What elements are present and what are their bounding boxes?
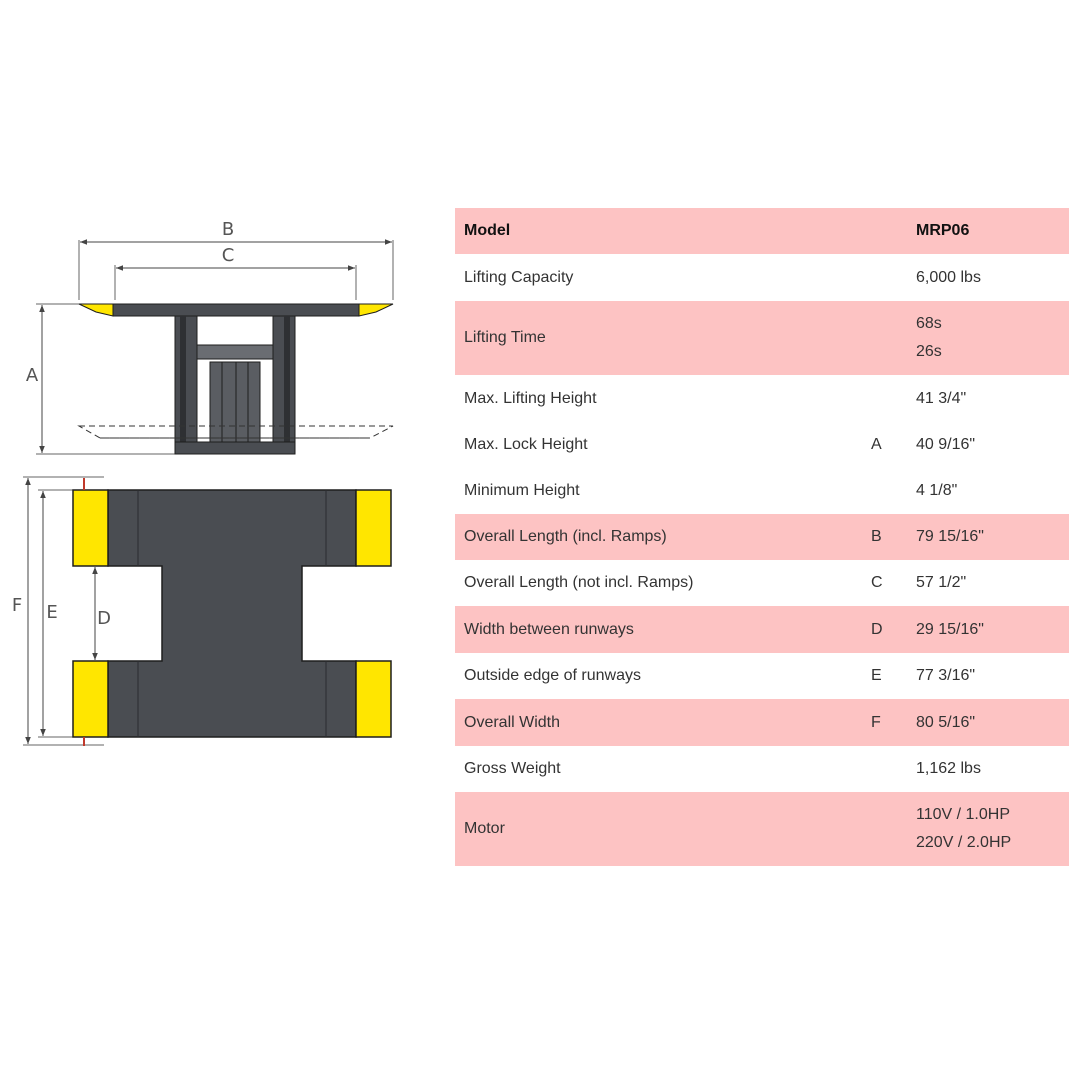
row-label: Overall Width [455, 699, 865, 746]
row-label: Max. Lifting Height [464, 389, 597, 407]
row-label: Minimum Height [464, 482, 580, 499]
dimension-f-label: F [11, 595, 23, 616]
table-row [455, 560, 1069, 606]
table-row [455, 375, 1069, 422]
row-value: 57 1/2" [916, 574, 967, 591]
row-value: 4 1/8" [916, 482, 958, 499]
dimension-b-label: B [221, 219, 235, 240]
row-value [908, 792, 1069, 866]
ramp-bottom-right [356, 661, 391, 737]
dimension-e-label: E [46, 602, 58, 623]
table-row [455, 254, 1069, 301]
table-row [455, 606, 1069, 653]
dimension-a-label: A [25, 365, 39, 386]
value-line: 110V / 1.0HP [916, 806, 1010, 823]
row-value [908, 301, 1069, 375]
row-value: 40 9/16" [916, 436, 976, 453]
row-value: 41 3/4" [916, 389, 967, 407]
row-label: Outside edge of runways [464, 667, 641, 684]
dimension-d-label: D [97, 608, 111, 629]
ramp-right-raised [359, 304, 393, 316]
row-ref: E [871, 667, 882, 684]
row-ref: D [865, 606, 908, 653]
table-row [455, 699, 1069, 746]
row-label: Overall Length (not incl. Ramps) [464, 574, 694, 591]
table-row [455, 422, 1069, 468]
row-label: Gross Weight [464, 760, 561, 777]
row-label: Width between runways [455, 606, 865, 653]
row-label: Motor [455, 792, 865, 866]
row-ref: C [871, 574, 883, 591]
header-ref [865, 208, 908, 254]
row-label: Max. Lock Height [464, 436, 588, 453]
row-value: 80 5/16" [908, 699, 1069, 746]
row-ref [865, 301, 908, 375]
row-ref: F [865, 699, 908, 746]
row-label: Lifting Time [455, 301, 865, 375]
row-value: 79 15/16" [908, 514, 1069, 560]
ramp-top-left [73, 490, 108, 566]
row-label: Lifting Capacity [464, 268, 574, 286]
lift-dimension-diagram [0, 0, 440, 780]
table-row [455, 301, 1069, 375]
header-label: Model [455, 208, 865, 254]
header-value: MRP06 [908, 208, 1069, 254]
value-line: 26s [916, 343, 942, 360]
table-row [455, 468, 1069, 514]
row-ref [865, 375, 908, 422]
row-ref: B [865, 514, 908, 560]
row-value: 6,000 lbs [916, 268, 981, 286]
ramp-top-right [356, 490, 391, 566]
table-row [455, 514, 1069, 560]
row-ref [865, 254, 908, 301]
table-row [455, 653, 1069, 699]
ramp-bottom-left [73, 661, 108, 737]
table-row [455, 792, 1069, 866]
row-ref: A [871, 436, 882, 453]
row-ref [865, 746, 908, 792]
dimension-c-label: C [221, 245, 235, 266]
spec-table [455, 208, 1069, 866]
row-label: Overall Length (incl. Ramps) [455, 514, 865, 560]
side-view [26, 219, 393, 454]
value-line: 68s [916, 315, 942, 332]
value-line: 220V / 2.0HP [916, 834, 1012, 851]
row-value: 77 3/16" [916, 667, 976, 684]
row-ref [865, 792, 908, 866]
row-value: 29 15/16" [908, 606, 1069, 653]
lift-body-top [108, 490, 356, 737]
top-view [12, 477, 391, 746]
row-ref [865, 468, 908, 514]
ramp-left-raised [79, 304, 113, 316]
table-row [455, 746, 1069, 792]
row-value: 1,162 lbs [916, 760, 981, 777]
table-header-row [455, 208, 1069, 254]
